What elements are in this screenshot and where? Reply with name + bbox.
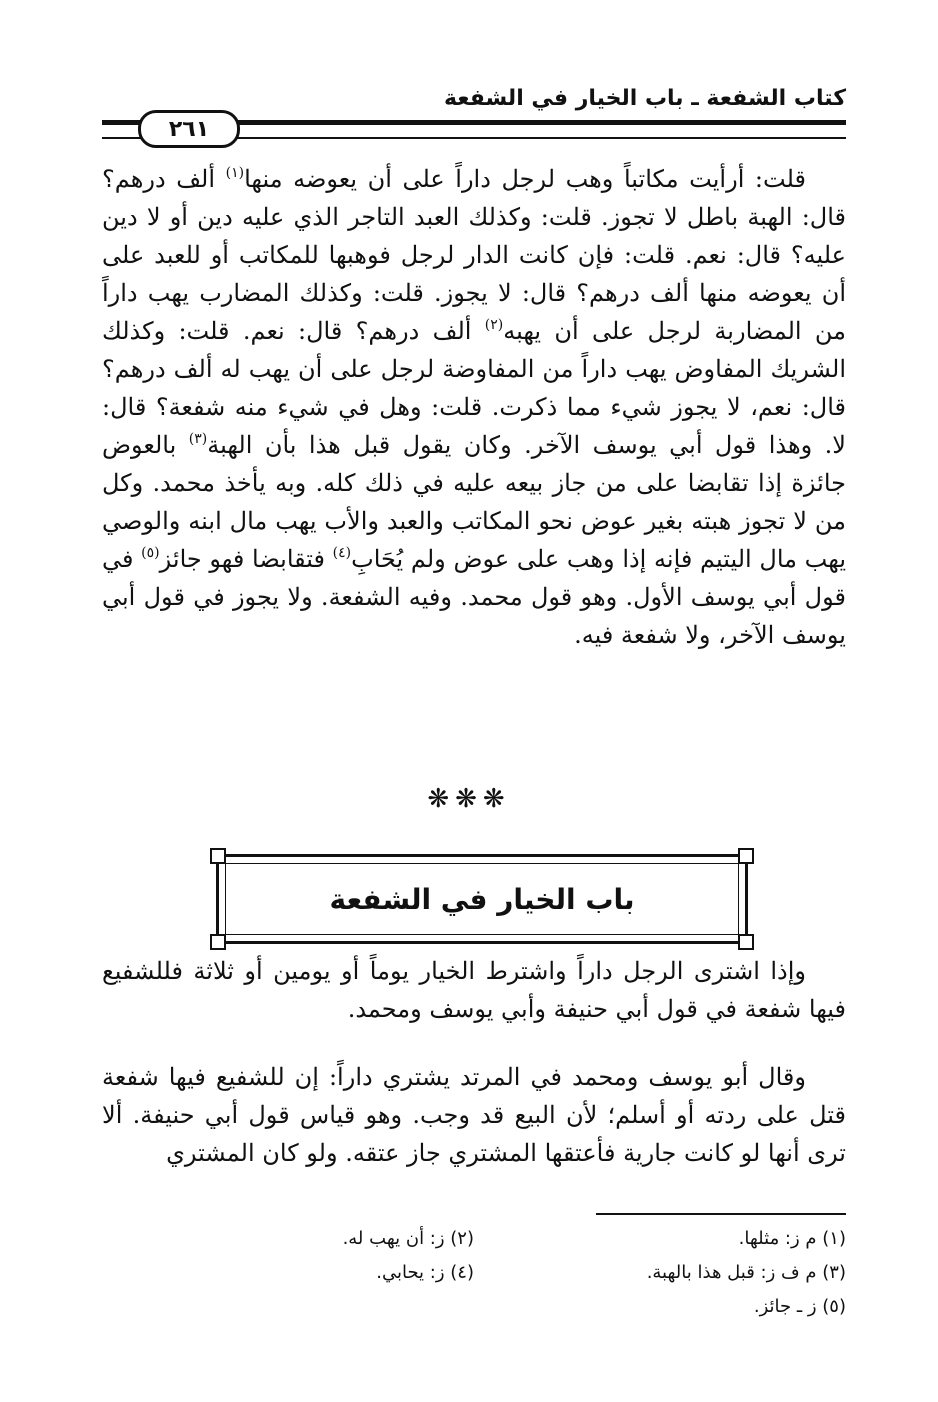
text-segment: بالعوض جائزة إذا تقابضا على من جاز بيعه عليه في ذلك كله. وبه يأخذ محمد. وكل من لا تجوز هبته بغير عوض نحو المكاتب والعبد والأب يهب مال ابنه والوصي يهب مال اليتيم فإنه إذا وهب على عوض ولم يُحَابِ bbox=[102, 431, 846, 573]
footnote-3: (٣) م ف ز: قبل هذا بالهبة. bbox=[646, 1262, 846, 1283]
footnote-5: (٥) ز ـ جائز. bbox=[753, 1296, 846, 1317]
footnote-ref-4: (٤) bbox=[332, 545, 352, 561]
paragraph-2-text: وإذا اشترى الرجل داراً واشترط الخيار يوماً أو يومين أو ثلاثة فللشفيع فيها شفعة في قول أبي حنيفة وأبي يوسف ومحمد. bbox=[102, 957, 846, 1023]
text-segment: في قول أبي يوسف الأول. وهو قول محمد. وفيه الشفعة. ولا يجوز في قول أبي يوسف الآخر، ولا شفعة فيه. bbox=[102, 545, 846, 649]
text-segment: فتقابضا فهو جائز bbox=[159, 545, 333, 573]
text-segment: ألف درهم؟ قال: الهبة باطل لا تجوز. قلت: وكذلك العبد التاجر الذي عليه دين أو لا دين عليه؟ قال: نعم. قلت: فإن كانت الدار لرجل فوهبها للمكاتب أو للعبد على أن يعوضه منها ألف درهم؟ قال: لا يجوز. قلت: وكذلك المضارب يهب داراً من المضاربة لرجل على أن يهبه bbox=[102, 165, 846, 345]
footnote-ref-1: (١) bbox=[225, 165, 245, 181]
paragraph-3-text: وقال أبو يوسف ومحمد في المرتد يشتري داراً: إن للشفيع فيها شفعة قتل على ردته أو أسلم؛ لأن البيع قد وجب. وهو قياس قول أبي حنيفة. ألا ترى أنها لو كانت جارية فأعتقها المشتري جاز عتقه. ولو كان المشتري bbox=[102, 1063, 846, 1167]
footnotes bbox=[102, 1222, 846, 1324]
footnote-row bbox=[102, 1256, 846, 1290]
frame-corner-icon bbox=[738, 848, 754, 864]
text-segment: ألف درهم؟ قال: نعم. قلت: وكذلك الشريك المفاوض يهب داراً من المفاوضة لرجل على أن يهب له ألف درهم؟ قال: نعم، لا يجوز شيء مما ذكرت. قلت: وهل في شيء منه شفعة؟ قال: لا. وهذا قول أبي يوسف الآخر. وكان يقول قبل هذا بأن الهبة bbox=[102, 317, 846, 459]
footnote-row bbox=[102, 1222, 846, 1256]
chapter-title: باب الخيار في الشفعة bbox=[225, 863, 739, 935]
footnote-1: (١) م ز: مثلها. bbox=[738, 1228, 846, 1249]
frame-corner-icon bbox=[738, 934, 754, 950]
footnote-ref-2: (٢) bbox=[484, 317, 504, 333]
frame-corner-icon bbox=[210, 934, 226, 950]
footnote-row bbox=[102, 1290, 846, 1324]
chapter-title-frame bbox=[216, 854, 748, 944]
paragraph-1 bbox=[102, 160, 846, 654]
running-head: كتاب الشفعة ـ باب الخيار في الشفعة bbox=[443, 86, 846, 111]
page-number: ٢٦١ bbox=[138, 110, 240, 148]
paragraph-3 bbox=[102, 1058, 846, 1172]
frame-corner-icon bbox=[210, 848, 226, 864]
footnote-2: (٢) ز: أن يهب له. bbox=[342, 1228, 474, 1249]
text-segment: قلت: أرأيت مكاتباً وهب لرجل داراً على أن يعوضه منها bbox=[244, 165, 806, 193]
footnote-ref-5: (٥) bbox=[141, 545, 160, 561]
section-separator-icon: ❋❋❋ bbox=[427, 784, 511, 814]
footnote-4: (٤) ز: يحابي. bbox=[376, 1262, 474, 1283]
paragraph-2 bbox=[102, 952, 846, 1028]
footnote-rule bbox=[596, 1213, 846, 1215]
footnote-ref-3: (٣) bbox=[188, 431, 208, 447]
